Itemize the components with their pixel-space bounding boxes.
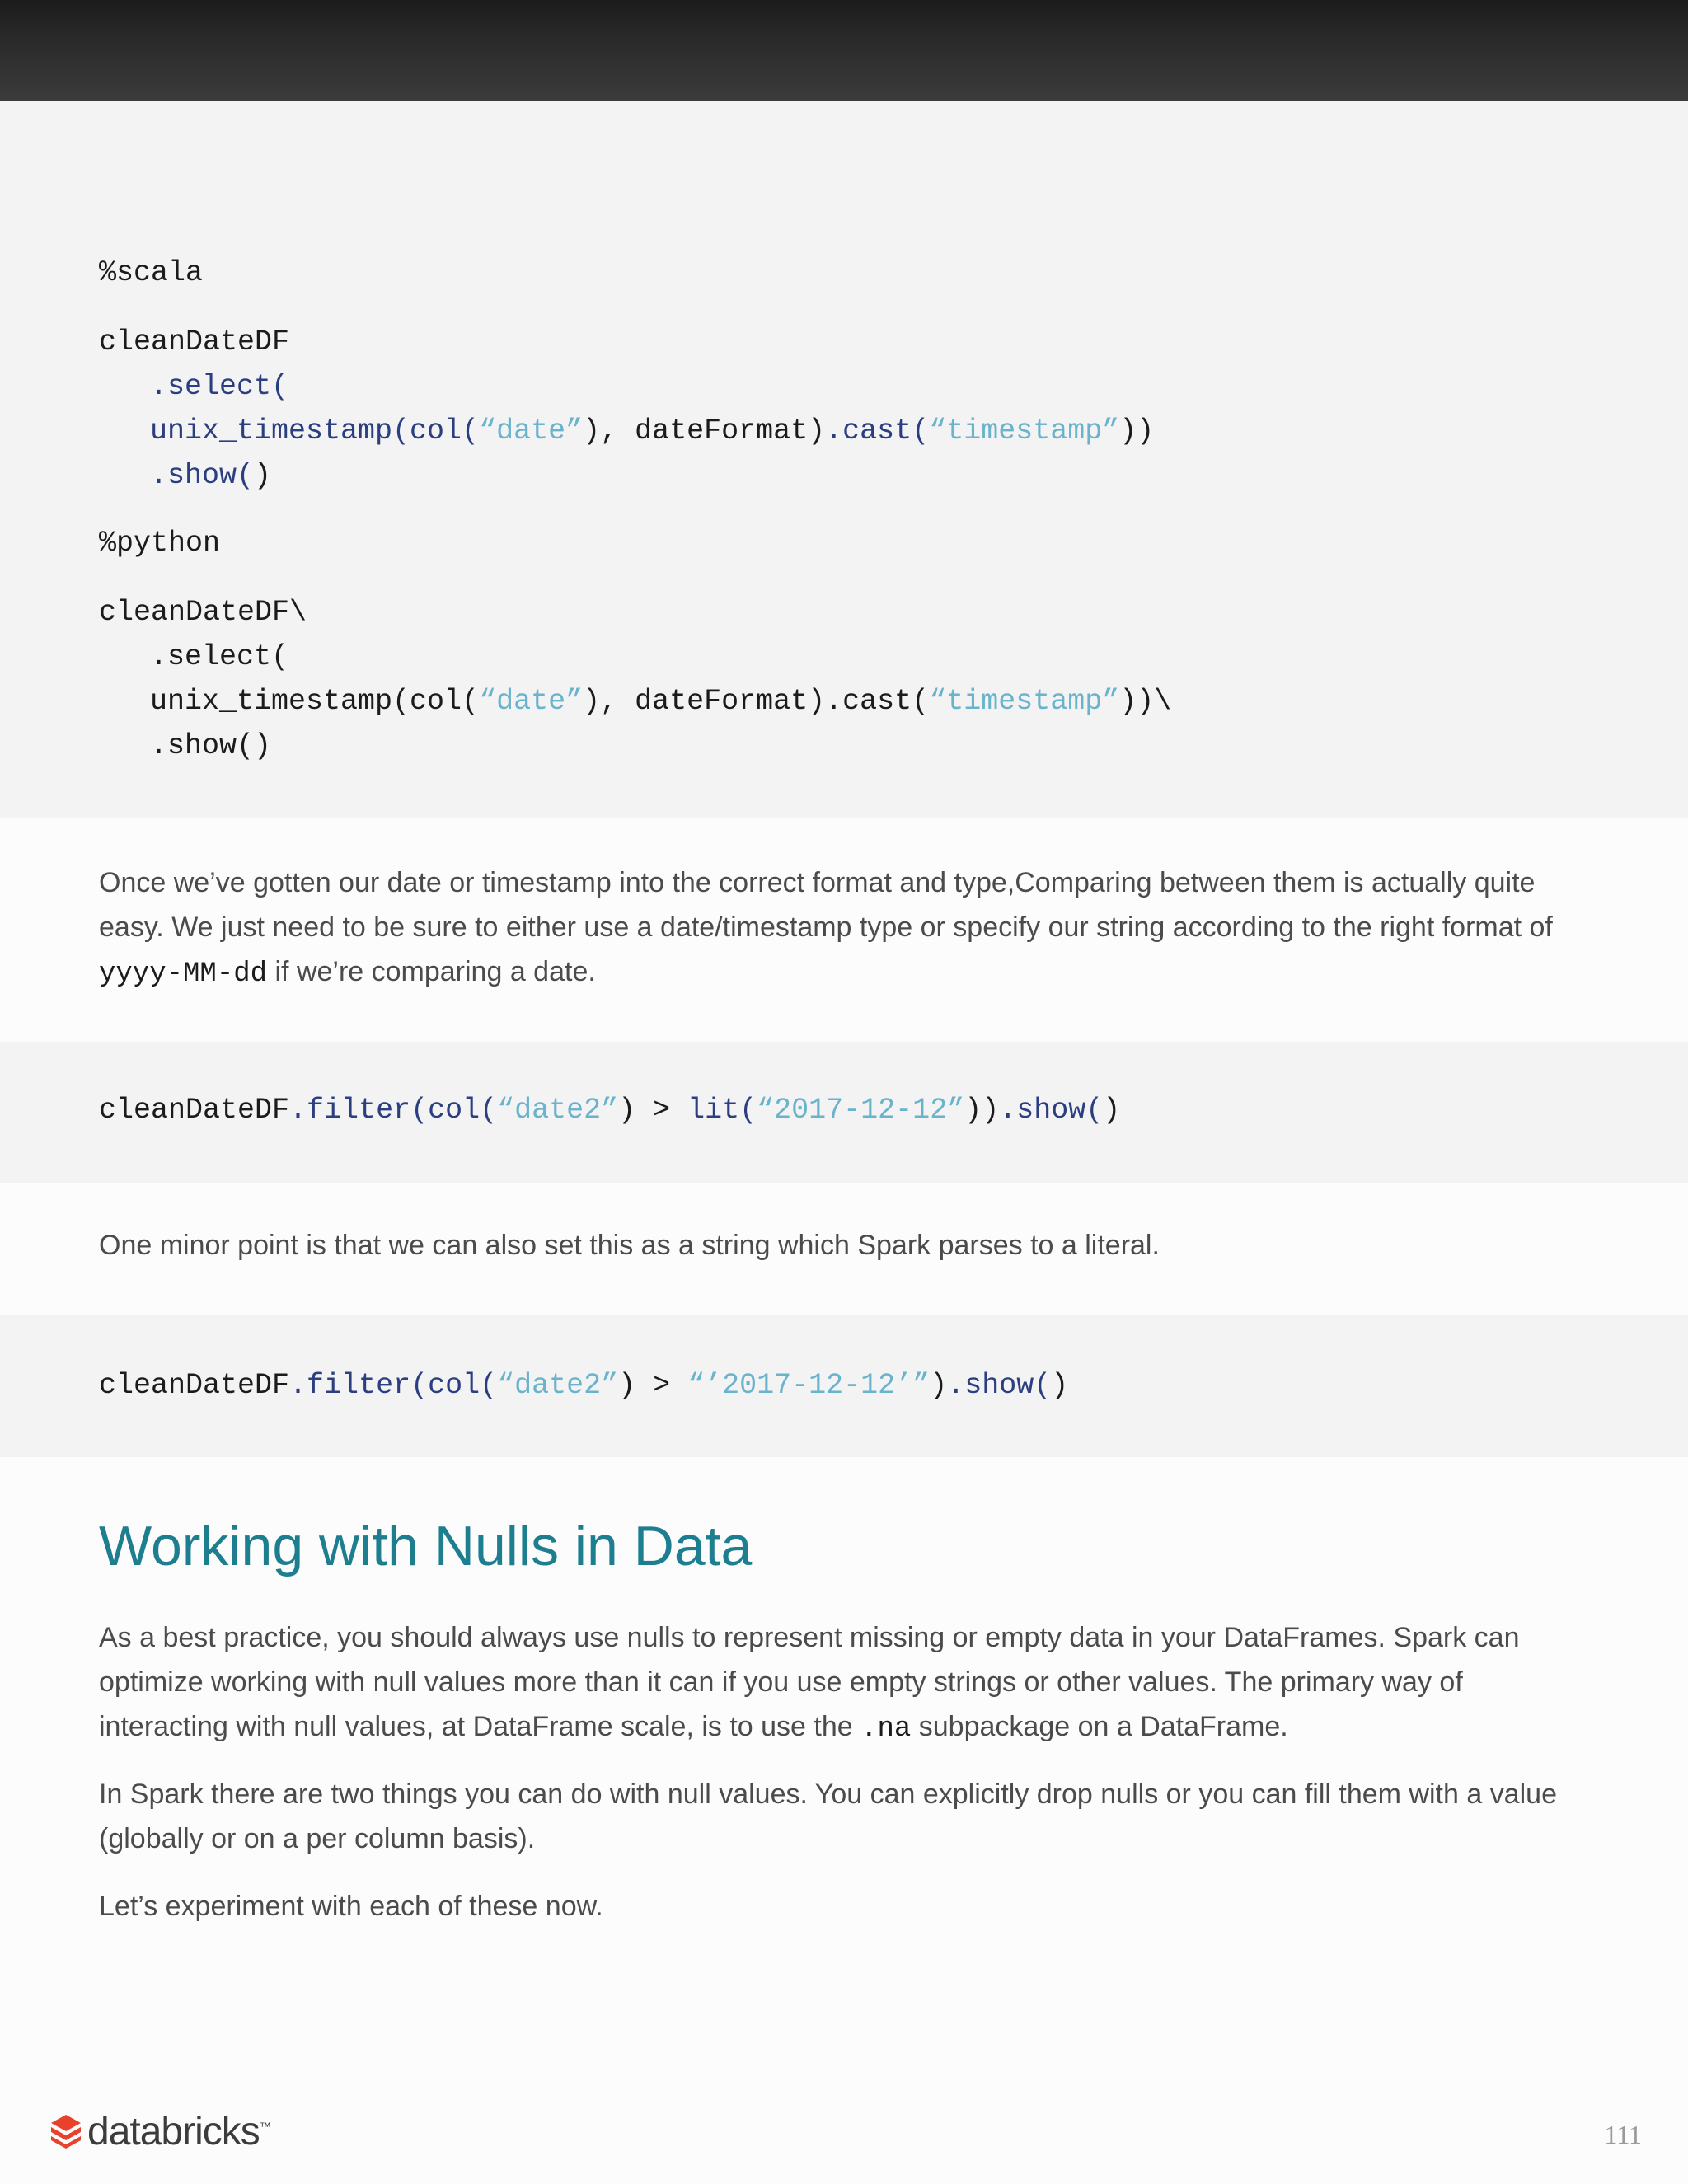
page-number: 111: [1604, 2120, 1642, 2149]
code-token: ))\: [1119, 685, 1172, 718]
code-token: .show(: [947, 1369, 1052, 1402]
code-token: “date2”: [497, 1369, 619, 1402]
code-token: ): [254, 459, 272, 492]
code-token: ): [930, 1369, 948, 1402]
code-token: ): [1103, 1094, 1121, 1127]
code-token: “date2”: [497, 1094, 619, 1127]
logo-wordmark: databricks: [87, 2109, 260, 2154]
code-line: [99, 1371, 1068, 1400]
code-token: .filter(col(: [289, 1094, 498, 1127]
code-token: ) >: [618, 1094, 688, 1127]
logo-trademark: ™: [259, 2120, 271, 2133]
code-line: %python: [99, 527, 221, 560]
databricks-logo: [49, 2108, 271, 2154]
paragraph-text: Once we’ve gotten our date or timestamp into the correct format and type,Comparing between them is actually quite easy. We just need to be sure to either use a date/timestamp type or specify our string according to the right format of: [99, 867, 1553, 943]
code-token: .cast(: [825, 415, 930, 448]
code-token: ) >: [618, 1369, 688, 1402]
code-token: lit(: [687, 1094, 757, 1127]
code-token: cleanDateDF: [99, 1094, 290, 1127]
paragraph-text: subpackage on a DataFrame.: [911, 1711, 1288, 1742]
code-line: [150, 459, 272, 492]
code-token: unix_timestamp(col(: [150, 415, 480, 448]
code-token: “timestamp”: [929, 415, 1120, 448]
code-line: .show(): [150, 729, 272, 762]
code-line: [99, 1096, 1120, 1125]
code-token: “’2017-12-12’”: [687, 1369, 931, 1402]
code-token: .show(: [999, 1094, 1104, 1127]
top-banner: [0, 0, 1688, 101]
paragraph-string-literal: One minor point is that we can also set this as a string which Spark parses to a literal.: [99, 1230, 1160, 1261]
code-token: ): [1051, 1369, 1069, 1402]
code-line: .select(: [150, 370, 289, 403]
code-line: [150, 417, 1154, 446]
code-token: .show(: [150, 459, 255, 492]
paragraph-nulls-best-practice: [99, 1615, 1599, 1751]
code-line: .select(: [150, 640, 289, 673]
paragraph-text: if we’re comparing a date.: [267, 956, 596, 987]
code-line: [150, 687, 1171, 716]
code-line: %scala: [99, 256, 204, 289]
section-heading: Working with Nulls in Data: [99, 1515, 753, 1577]
code-token: )): [1119, 415, 1155, 448]
databricks-logo-icon: [49, 2113, 82, 2149]
code-token: ), dateFormat): [583, 415, 826, 448]
code-token: ), dateFormat).cast(: [583, 685, 930, 718]
paragraph-nulls-options: In Spark there are two things you can do with null values. You can explicitly drop nulls or you can fill them with a value (globally or on a per column basis).: [99, 1779, 1557, 1854]
code-token: cleanDateDF: [99, 1369, 290, 1402]
paragraph-text: As a best practice, you should always use nulls to represent missing or empty data in your DataFrames. Spark can optimize working with null values more than it can if you use empty strings or other values. The primary way of interacting with null values, at DataFrame scale, is to use the: [99, 1622, 1520, 1742]
paragraph-nulls-experiment: Let’s experiment with each of these now.: [99, 1891, 603, 1922]
paragraph-date-comparison: [99, 860, 1599, 996]
code-token: “2017-12-12”: [757, 1094, 965, 1127]
code-token: unix_timestamp(col(: [150, 685, 480, 718]
inline-code: .na: [860, 1713, 912, 1745]
code-token: “date”: [479, 415, 584, 448]
code-token: “timestamp”: [929, 685, 1120, 718]
code-line: cleanDateDF: [99, 326, 290, 359]
code-token: .filter(col(: [289, 1369, 498, 1402]
inline-code: yyyy-MM-dd: [99, 958, 268, 990]
code-token: “date”: [479, 685, 584, 718]
code-token: )): [964, 1094, 1000, 1127]
code-line: cleanDateDF\: [99, 596, 307, 629]
